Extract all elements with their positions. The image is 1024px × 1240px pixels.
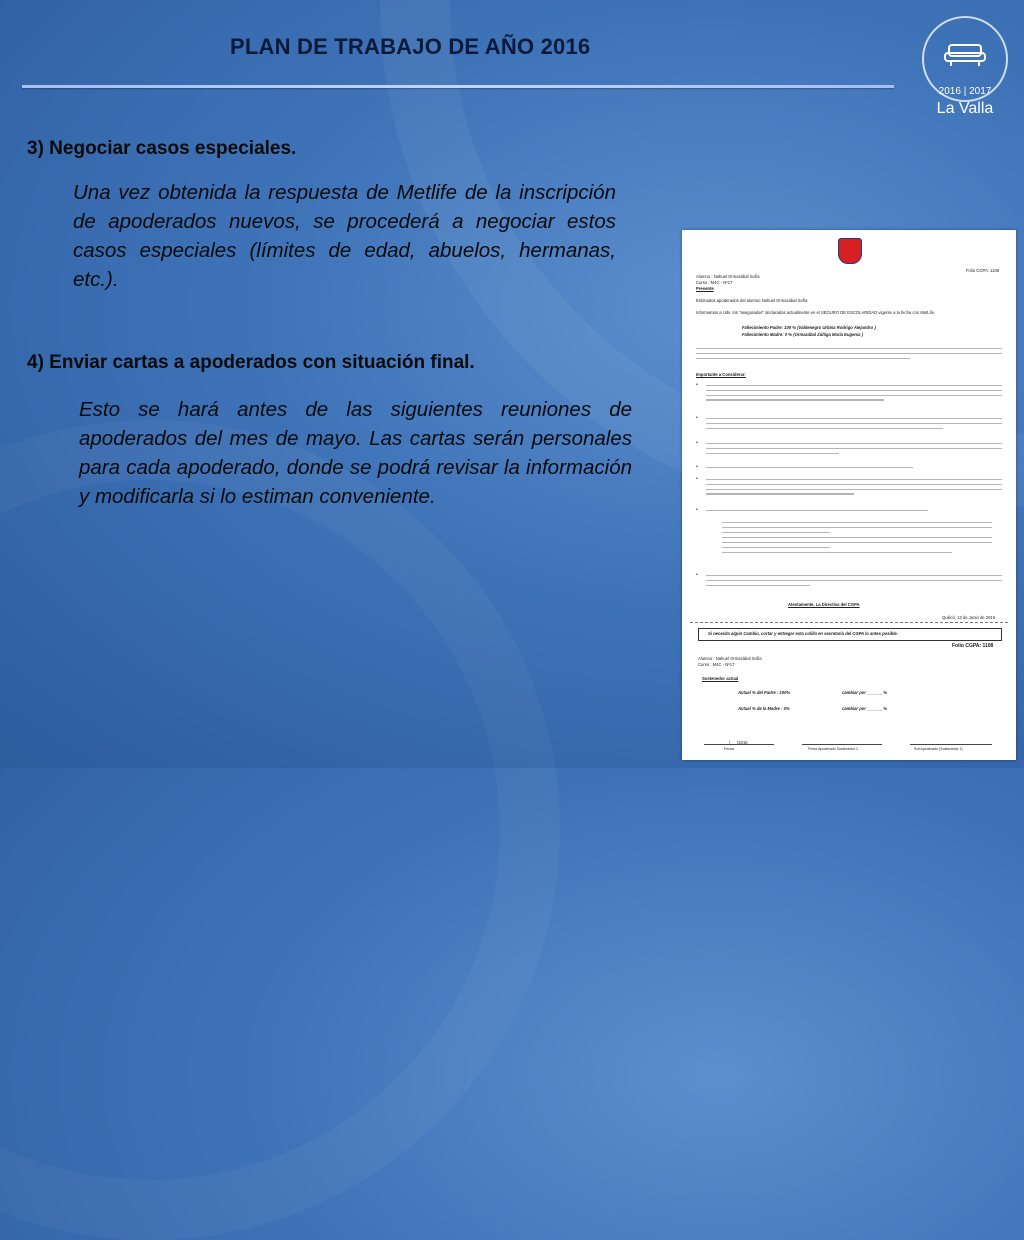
doc-madre: Fallecimiento Madre: 0 % (Ormazábal Zúñiga María Eugenia ) — [742, 332, 863, 337]
title-divider — [22, 85, 894, 88]
doc-paragraph — [706, 575, 1002, 589]
section-body-4: Esto se hará antes de las siguientes reuniones de apoderados del mes de mayo. Las cartas serán personales para cada apoderado, donde se podrá revisar la información y modificarla si lo estiman conveniente. — [79, 398, 632, 508]
doc-folio: Folio CGPA: 1108 — [966, 268, 1000, 273]
doc-paragraph — [706, 467, 1002, 472]
doc-presente: Presente — [696, 286, 714, 291]
bullet-icon: • — [696, 415, 698, 421]
cut-line — [690, 622, 1008, 623]
doc-sig-firma1: Firma Apoderado Sostenedor 1 — [808, 747, 858, 751]
signature-line — [704, 744, 774, 745]
doc-curso: Curso : M4C - Nº17 — [696, 280, 733, 285]
logo-years: 2016 | 2017 — [938, 86, 992, 97]
doc-paragraph — [696, 348, 1002, 362]
slide-title: PLAN DE TRABAJO DE AÑO 2016 — [230, 34, 591, 59]
sofa-icon — [943, 42, 987, 68]
doc-sostenedor: Sostenedor actual — [702, 676, 739, 681]
doc-cambio: Si necesita algún Cambio, cortar y entregar esta colilla en secretaría del CGPA lo antes posible. — [708, 631, 898, 636]
doc-subparagraph — [722, 522, 992, 557]
doc-intro: Informamos a Uds. los "asegurados" declarados actualmente en el SEGURO DE ESCOLARIDAD vigente a la fecha con MetLife. — [696, 310, 936, 315]
doc-cambiar-madre: cambiar por _______% — [842, 706, 888, 711]
doc-actual-madre: Actual % de la Madre : 0% — [738, 706, 790, 711]
section-heading-3: 3) Negociar casos especiales. — [27, 138, 297, 159]
background-swirl — [0, 420, 560, 1240]
signature-line — [802, 744, 882, 745]
doc-fecha: Quilicó, 13 de Junio de 2016 — [942, 615, 996, 620]
bullet-icon: • — [696, 507, 698, 513]
doc-firma: Atentamente, La Directiva del CGPA — [788, 602, 860, 607]
section-body-3: Una vez obtenida la respuesta de Metlife de la inscripción de apoderados nuevos, se procederá a negociar estos casos especiales (límites de edad, abuelos, hermanas, etc.). — [73, 181, 616, 291]
section-heading-4: 4) Enviar cartas a apoderados con situación final. — [27, 352, 475, 373]
doc-actual-padre: Actual % del Padre : 100% — [738, 690, 791, 695]
bullet-icon: • — [696, 572, 698, 578]
doc-padre: Fallecimiento Padre: 100 % (Valdenegro Urbina Rodrigo Alejandro ) — [742, 325, 876, 330]
signature-line — [910, 744, 992, 745]
doc-alumno-2: Alumno : Nahuel Ormazábal Sofía — [698, 656, 762, 661]
doc-importante: Importante a Considerar: — [696, 372, 746, 377]
doc-paragraph — [706, 385, 1002, 404]
doc-fecha-blank: ___/___/2016 — [722, 740, 748, 745]
doc-curso-2: Curso : M4C - Nº17 — [698, 662, 735, 667]
doc-paragraph — [706, 479, 1002, 498]
bullet-icon: • — [696, 476, 698, 482]
bullet-icon: • — [696, 464, 698, 470]
doc-folio-2: Folio CGPA: 1108 — [952, 643, 994, 649]
doc-cambiar-padre: cambiar por _______% — [842, 690, 888, 695]
doc-paragraph — [706, 510, 1002, 515]
logo-name: La Valla — [936, 100, 994, 117]
doc-saludo: Estimados apoderados del alumno Nahuel Ormazábal Sofía — [696, 298, 808, 303]
doc-paragraph — [706, 418, 1002, 432]
doc-sig-firma2: Rut Apoderado (Sostenedor 1) — [914, 747, 963, 751]
bullet-icon: • — [696, 382, 698, 388]
doc-paragraph — [706, 443, 1002, 457]
doc-sig-fecha: Fecha — [724, 747, 734, 751]
bullet-icon: • — [696, 440, 698, 446]
doc-alumno: Alumno : Nahuel Ormazábal Sofía — [696, 274, 760, 279]
school-crest-icon — [838, 238, 862, 264]
letter-document — [682, 230, 1016, 760]
